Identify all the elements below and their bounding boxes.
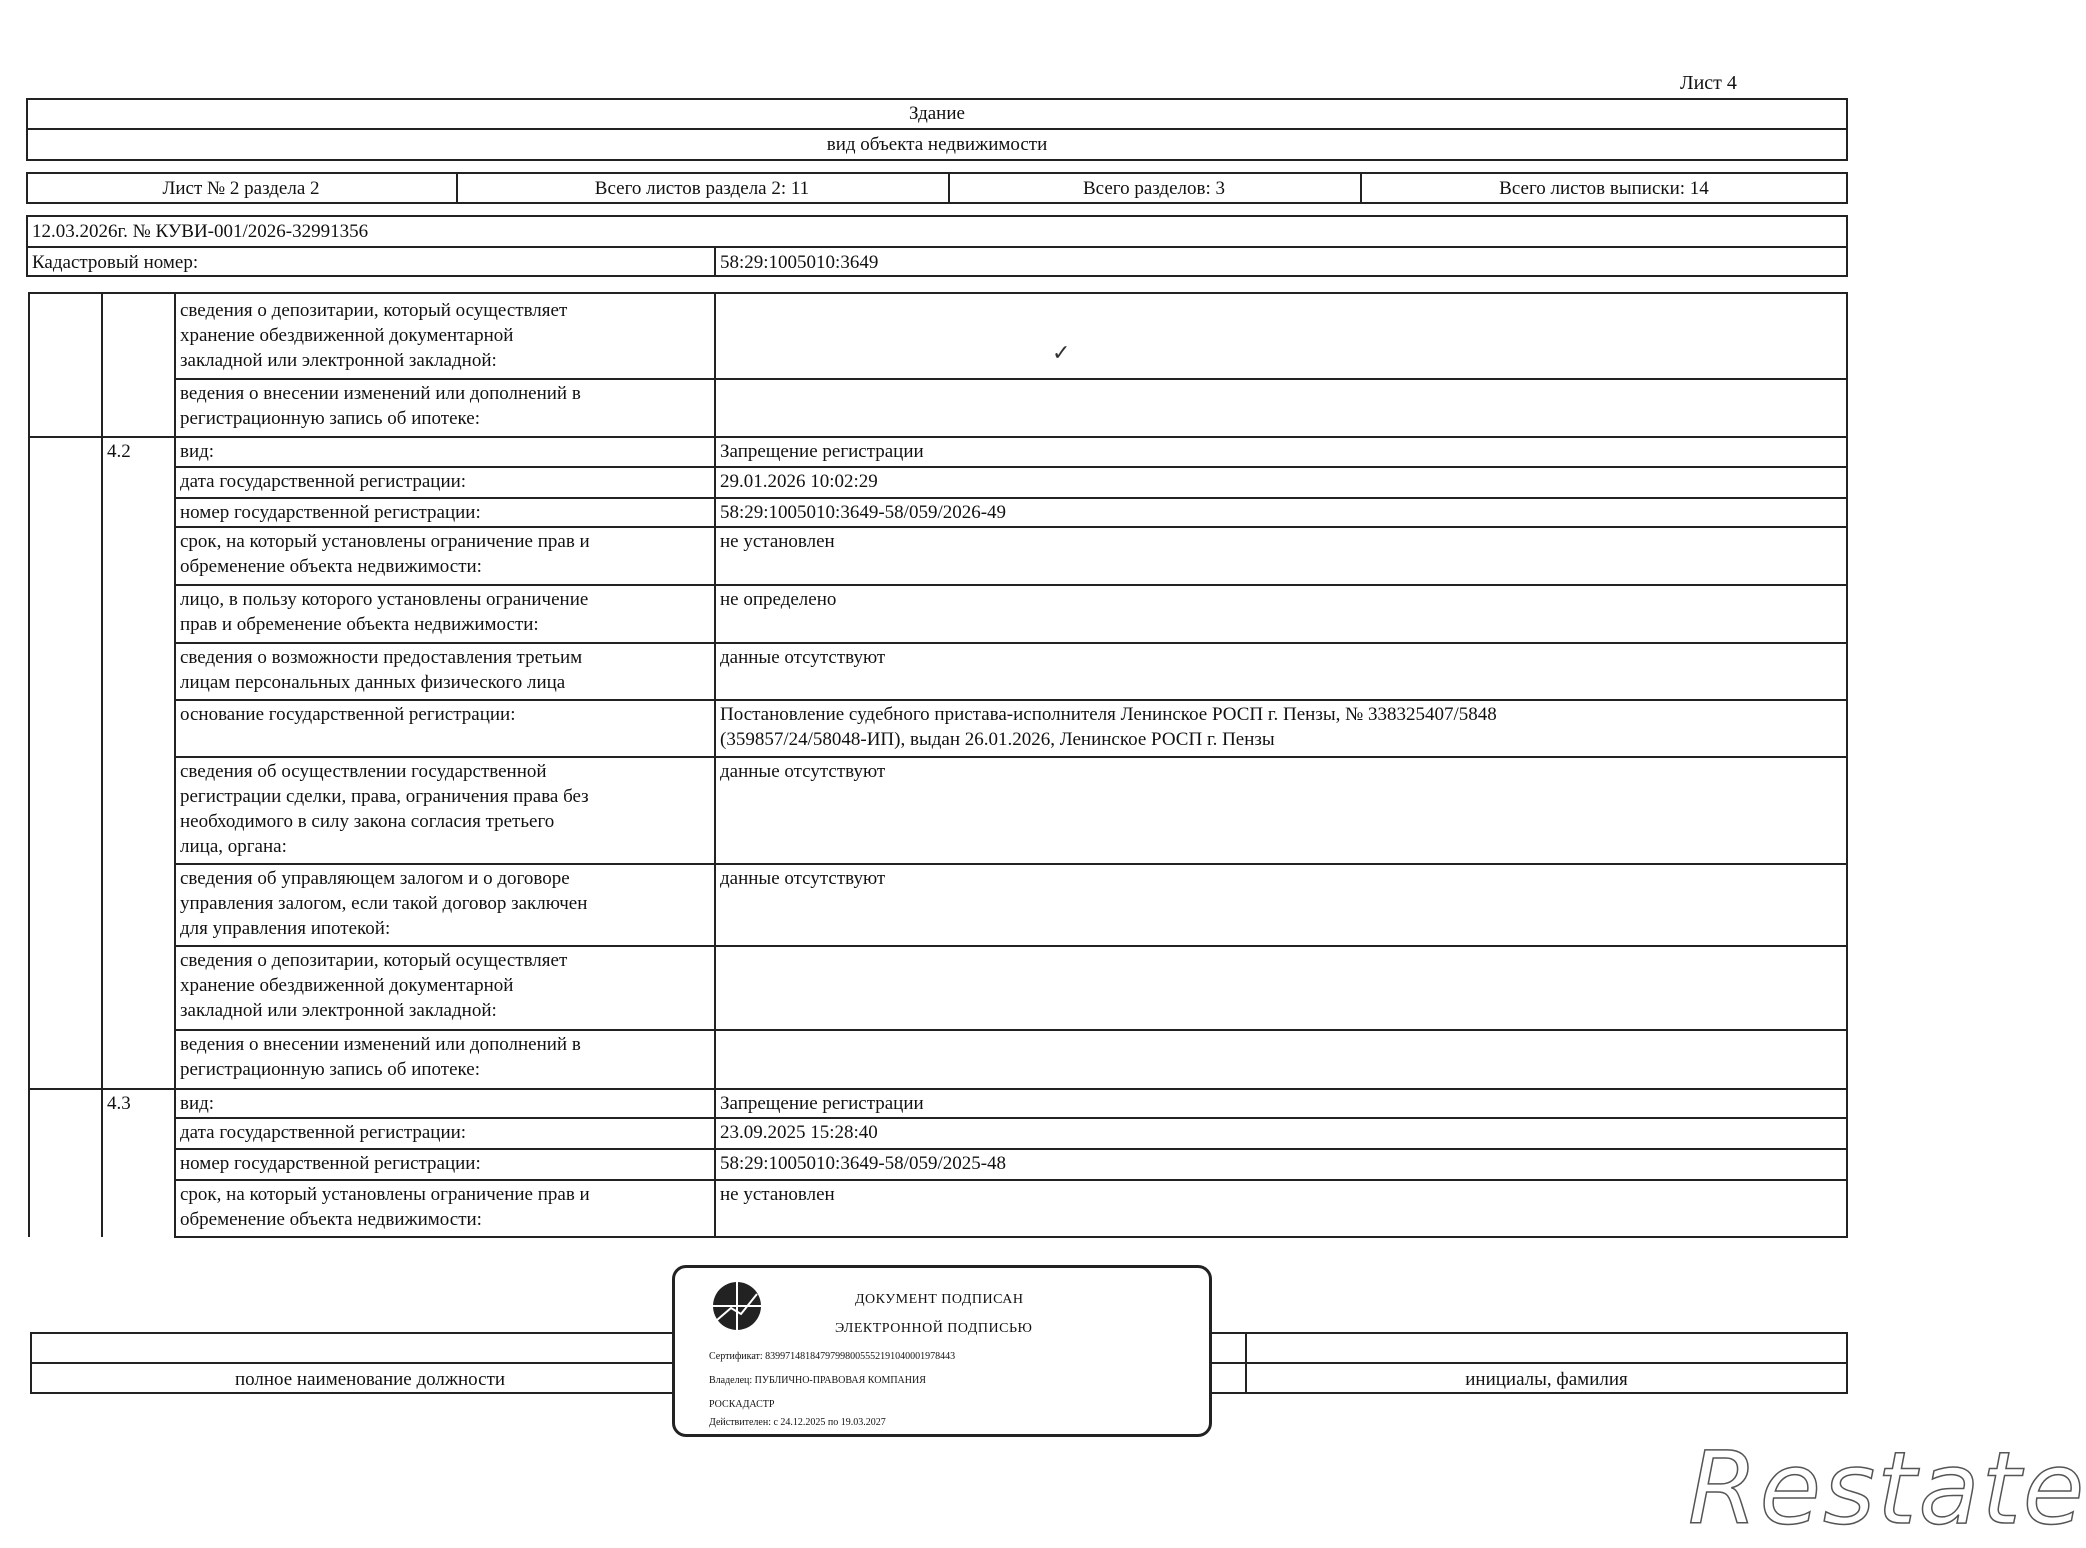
restate-watermark: Restate: [1688, 1430, 2086, 1547]
s42-term-label: срок, на который установлены ограничение прав и обременение объекта недвижимости:: [180, 531, 590, 577]
s42-mortgage-change-label: ведения о внесении изменений или дополнений в регистрационную запись об ипотеке:: [180, 1034, 581, 1080]
stamp-line1: ДОКУМЕНТ ПОДПИСАН: [855, 1292, 1024, 1307]
meta-section-sheets: Всего листов раздела 2: 11: [594, 178, 810, 199]
cadastral-value: 58:29:1005010:3649: [720, 252, 879, 273]
pen-mark: ✓: [1052, 340, 1071, 365]
s42-date-label: дата государственной регистрации:: [180, 471, 467, 492]
mortgage-change-label: ведения о внесении изменений или дополнений в регистрационную запись об ипотеке:: [180, 383, 581, 429]
s42-personal-data-value: данные отсутствуют: [720, 647, 886, 668]
s42-regnum-value: 58:29:1005010:3649-58/059/2026-49: [720, 502, 1007, 523]
s43-date-label: дата государственной регистрации:: [180, 1122, 467, 1143]
s43-regnum-value: 58:29:1005010:3649-58/059/2025-48: [720, 1153, 1007, 1174]
section-number-4-3: 4.3: [107, 1093, 131, 1114]
position-label: полное наименование должности: [234, 1369, 506, 1390]
meta-total-sections: Всего разделов: 3: [1082, 178, 1226, 199]
depository-label: сведения о депозитарии, который осуществляет хранение обездвиженной документарной закладной или электронной закладной:: [180, 300, 568, 371]
s42-consent-label: сведения об осуществлении государственной регистрации сделки, права, ограничения права без необходимого в силу закона согласия третьего лица, органа:: [180, 761, 589, 857]
stamp-owner: Владелец: ПУБЛИЧНО-ПРАВОВАЯ КОМПАНИЯ: [709, 1375, 926, 1386]
sheet-number: Лист 4: [1680, 72, 1737, 94]
e-signature-stamp: [672, 1265, 1212, 1437]
s43-regnum-label: номер государственной регистрации:: [180, 1153, 481, 1174]
s43-term-label: срок, на который установлены ограничение прав и обременение объекта недвижимости:: [180, 1184, 590, 1230]
s43-type-value: Запрещение регистрации: [720, 1093, 924, 1114]
s42-pledge-manager-value: данные отсутствуют: [720, 868, 886, 889]
s42-personal-data-label: сведения о возможности предоставления третьим лицам персональных данных физического лица: [180, 647, 583, 693]
s42-type-value: Запрещение регистрации: [720, 441, 924, 462]
object-kind: вид объекта недвижимости: [826, 134, 1048, 155]
stamp-certificate: Сертификат: 83997148184797998005552191040001978443: [709, 1351, 956, 1362]
s43-type-label: вид:: [180, 1093, 215, 1114]
cadastral-label: Кадастровый номер:: [32, 252, 199, 273]
s42-beneficiary-label: лицо, в пользу которого установлены ограничение прав и обременение объекта недвижимости:: [180, 589, 589, 635]
s43-term-value: не установлен: [720, 1184, 835, 1205]
s42-consent-value: данные отсутствуют: [720, 761, 886, 782]
meta-total-sheets: Всего листов выписки: 14: [1499, 178, 1709, 199]
s42-regnum-label: номер государственной регистрации:: [180, 502, 481, 523]
object-title: Здание: [909, 103, 965, 124]
stamp-line2: ЭЛЕКТРОННОЙ ПОДПИСЬЮ: [835, 1321, 1033, 1336]
name-label: инициалы, фамилия: [1465, 1369, 1628, 1390]
s42-term-value: не установлен: [720, 531, 835, 552]
s42-beneficiary-value: не определено: [720, 589, 837, 610]
s42-basis-label: основание государственной регистрации:: [180, 704, 516, 725]
s42-date-value: 29.01.2026 10:02:29: [720, 471, 878, 492]
s42-type-label: вид:: [180, 441, 215, 462]
s42-depository-label: сведения о депозитарии, который осуществляет хранение обездвиженной документарной закладной или электронной закладной:: [180, 950, 568, 1021]
section-number-4-2: 4.2: [107, 441, 131, 462]
extract-number: 12.03.2026г. № КУВИ-001/2026-32991356: [32, 221, 369, 242]
stamp-validity: Действителен: с 24.12.2025 по 19.03.2027: [709, 1417, 886, 1428]
s43-date-value: 23.09.2025 15:28:40: [720, 1122, 878, 1143]
stamp-owner-org: РОСКАДАСТР: [709, 1399, 775, 1410]
s42-basis-value: Постановление судебного пристава-исполнителя Ленинское РОСП г. Пензы, № 338325407/5848 (359857/24/58048-ИП), выдан 26.01.2026, Ленинское РОСП г. Пензы: [720, 704, 1497, 750]
meta-sheet-of-section: Лист № 2 раздела 2: [162, 178, 320, 199]
emblem-icon: [711, 1280, 763, 1332]
s42-pledge-manager-label: сведения об управляющем залогом и о договоре управления залогом, если такой договор заключен для управления ипотекой:: [180, 868, 588, 939]
